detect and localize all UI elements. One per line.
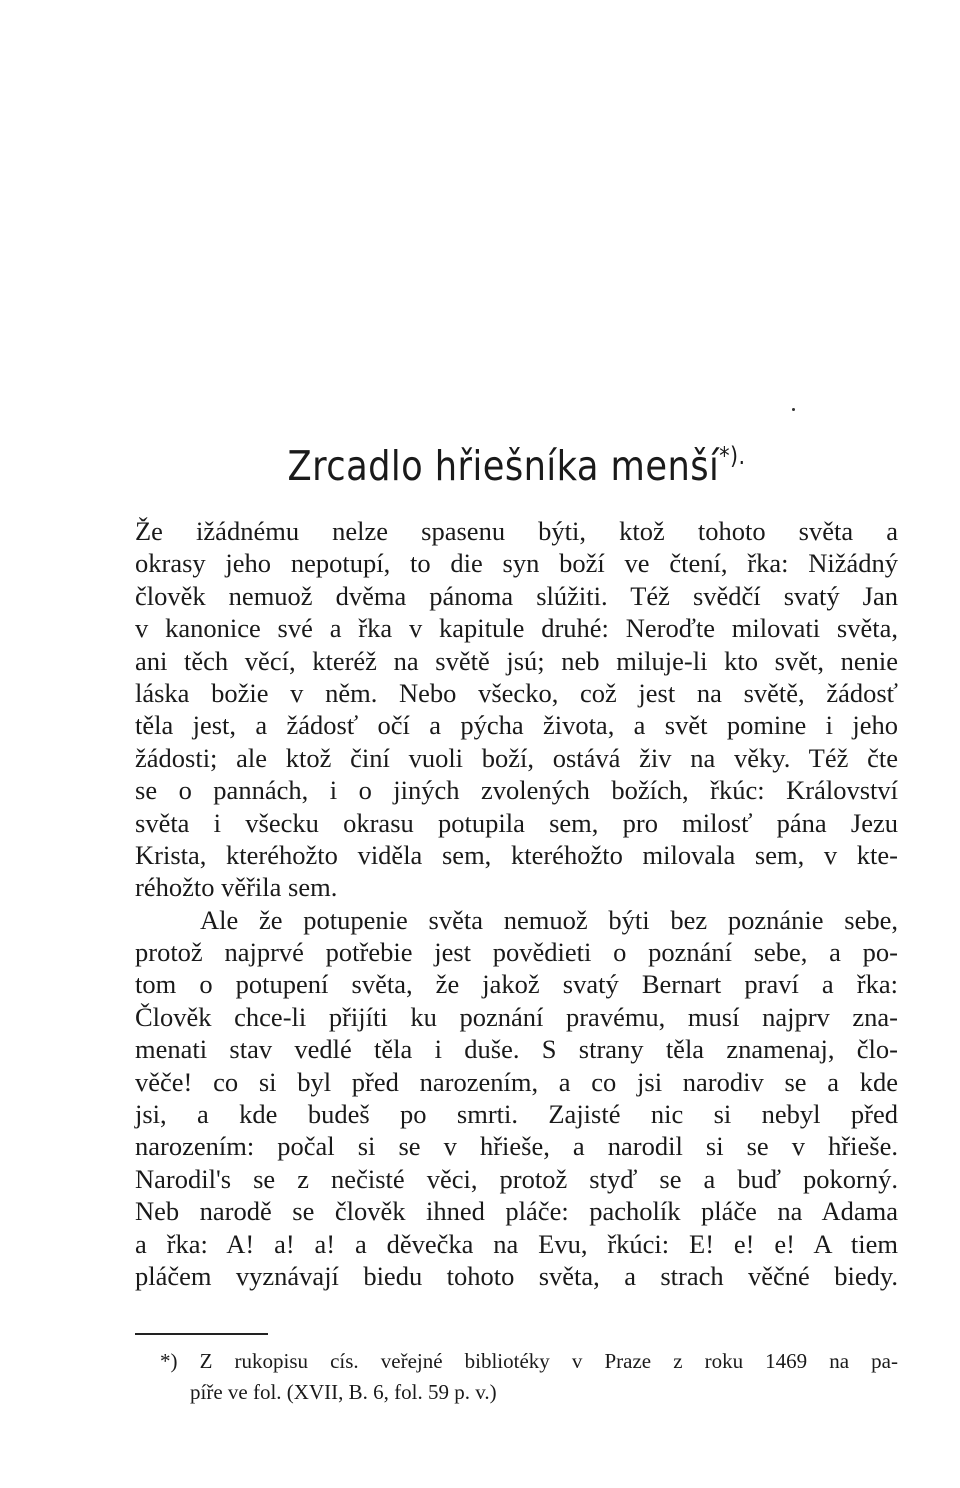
text-line: protož najprvé potřebie jest povědieti o poznání sebe, a po- bbox=[135, 937, 898, 968]
print-speck bbox=[792, 408, 795, 411]
body-text bbox=[135, 515, 898, 1292]
text-line: Narodil's se z nečisté věci, protož styď se a buď pokorný. bbox=[135, 1163, 898, 1194]
text-line: Krista, kteréhožto viděla sem, kteréhožto milovala sem, v kte- bbox=[135, 839, 898, 870]
text-line: Že ižádnému nelze spasenu býti, ktož tohoto světa a bbox=[135, 516, 898, 546]
text-line: věče! co si byl před narozením, a co jsi narodiv se a kde bbox=[135, 1066, 898, 1097]
text-line: tom o potupení světa, že jakož svatý Bernart praví a řka: bbox=[135, 969, 898, 1000]
footnote-line: píře ve fol. (XVII, B. 6, fol. 59 p. v.) bbox=[190, 1380, 497, 1404]
text-line: narozením: počal si se v hřieše, a narodil si se v hřieše. bbox=[135, 1131, 898, 1162]
text-line: Člověk chce-li přijíti ku poznání pravému, musí najprv zna- bbox=[135, 1001, 898, 1032]
page-title bbox=[188, 432, 844, 490]
text-line: člověk nemuož dvěma pánoma slúžiti. Též svědčí svatý Jan bbox=[135, 580, 898, 611]
text-line: světa i všecku okrasu potupila sem, pro milosť pána Jezu bbox=[135, 807, 898, 838]
text-line: okrasy jeho nepotupí, to die syn boží ve čtení, řka: Nižádný bbox=[135, 548, 898, 579]
text-line: láska božie v něm. Nebo všecko, což jest na světě, žádosť bbox=[135, 677, 898, 708]
text-line: Ale že potupenie světa nemuož býti bez poznánie sebe, bbox=[200, 904, 898, 935]
text-line: réhožto věřila sem. bbox=[135, 872, 338, 903]
text-line: žádosti; ale ktož činí vuoli boží, ostává živ na věky. Též čte bbox=[135, 742, 898, 773]
text-line: pláčem vyznávají biedu tohoto světa, a strach věčné biedy. bbox=[135, 1260, 898, 1291]
text-line: ani těch věcí, kteréž na světě jsú; neb miluje-li kto svět, nenie bbox=[135, 645, 898, 676]
footnote bbox=[160, 1346, 898, 1408]
text-line: menati stav vedlé těla i duše. S strany těla znamenaj, člo- bbox=[135, 1034, 898, 1065]
text-line: těla jest, a žádosť očí a pýcha života, a svět pomine i jeho bbox=[135, 710, 898, 741]
text-line: v kanonice své a řka v kapitule druhé: Neroďte milovati světa, bbox=[135, 613, 898, 644]
title-text: Zrcadlo hřiešníka menší bbox=[287, 442, 720, 490]
text-line: Neb narodě se člověk ihned pláče: pacholík pláče na Adama bbox=[135, 1196, 898, 1227]
text-line: se o pannách, i o jiných zvolených božích, řkúc: Království bbox=[135, 775, 898, 806]
footnote-line: *) Z rukopisu cís. veřejné bibliotéky v Praze z roku 1469 na pa- bbox=[160, 1349, 898, 1373]
footnote-divider bbox=[135, 1333, 268, 1335]
text-line: jsi, a kde budeš po smrti. Zajisté nic si nebyl před bbox=[135, 1099, 898, 1130]
text-line: a řka: A! a! a! a děvečka na Evu, řkúci: E! e! e! A tiem bbox=[135, 1228, 898, 1259]
title-footnote-marker: *). bbox=[719, 442, 746, 470]
